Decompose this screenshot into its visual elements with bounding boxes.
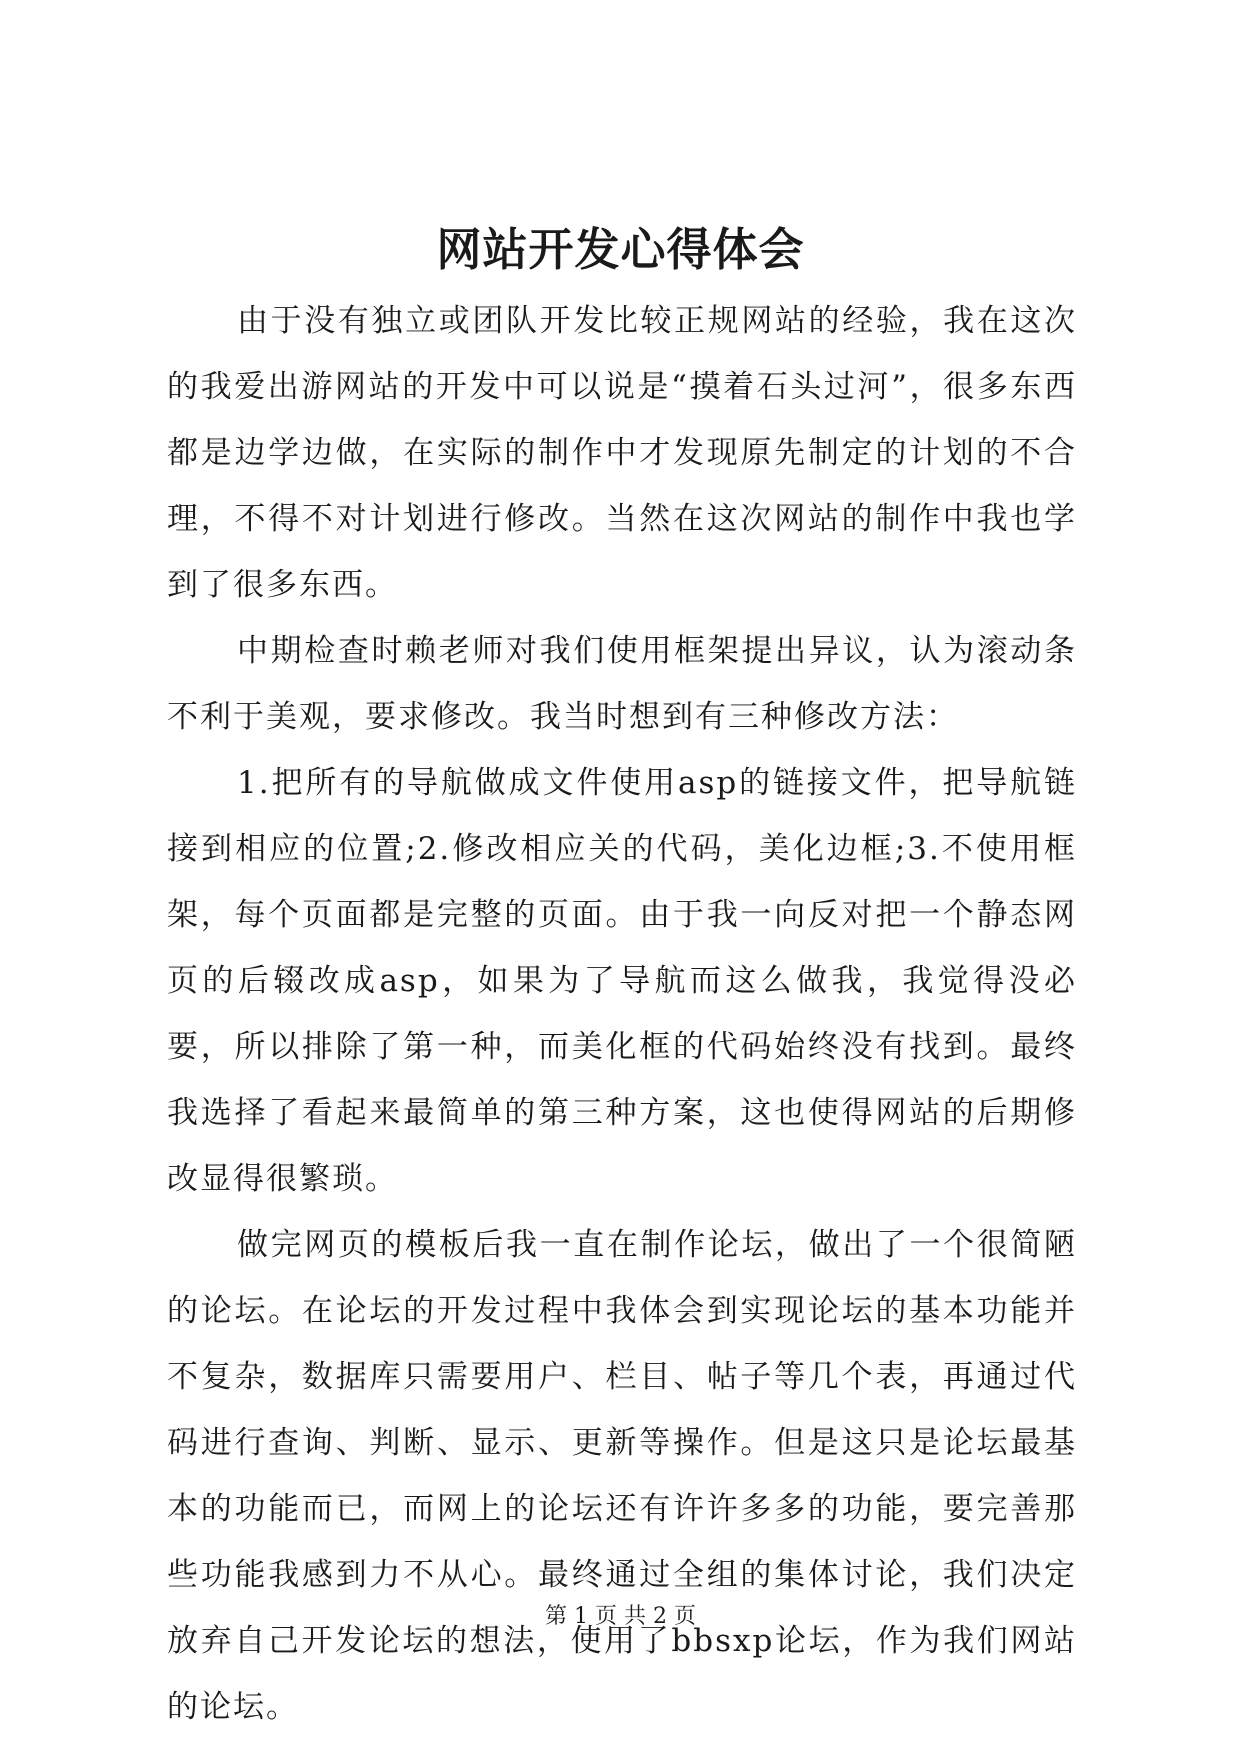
paragraph: 由于没有独立或团队开发比较正规网站的经验，我在这次的我爱出游网站的开发中可以说是“摸着石头过河”，很多东西都是边学边做，在实际的制作中才发现原先制定的计划的不合理，不得不对计划进行修改。当然在这次网站的制作中我也学到了很多东西。 xyxy=(167,303,1077,603)
paragraph: 做完网页的模板后我一直在制作论坛，做出了一个很简陋的论坛。在论坛的开发过程中我体会到实现论坛的基本功能并不复杂，数据库只需要用户、栏目、帖子等几个表，再通过代码进行查询、判断、显示、更新等操作。但是这只是论坛最基本的功能而已，而网上的论坛还有许许多多的功能，要完善那些功能我感到力不从心。最终通过全组的集体讨论，我们决定放弃自己开发论坛的想法，使用了bbsxp论坛，作为我们网站的论坛。 xyxy=(167,1227,1077,1725)
document-title: 网站开发心得体会 xyxy=(436,223,805,276)
paragraph: 中期检查时赖老师对我们使用框架提出异议，认为滚动条不利于美观，要求修改。我当时想到有三种修改方法： xyxy=(167,633,1077,735)
document-body xyxy=(167,288,1077,1740)
page-number-footer: 第 1 页 共 2 页 xyxy=(545,1604,696,1629)
paragraph: 1.把所有的导航做成文件使用asp的链接文件，把导航链接到相应的位置;2.修改相应关的代码，美化边框;3.不使用框架，每个页面都是完整的页面。由于我一向反对把一个静态网页的后辍改成asp，如果为了导航而这么做我，我觉得没必要，所以排除了第一种，而美化框的代码始终没有找到。最终我选择了看起来最简单的第三种方案，这也使得网站的后期修改显得很繁琐。 xyxy=(167,765,1077,1197)
